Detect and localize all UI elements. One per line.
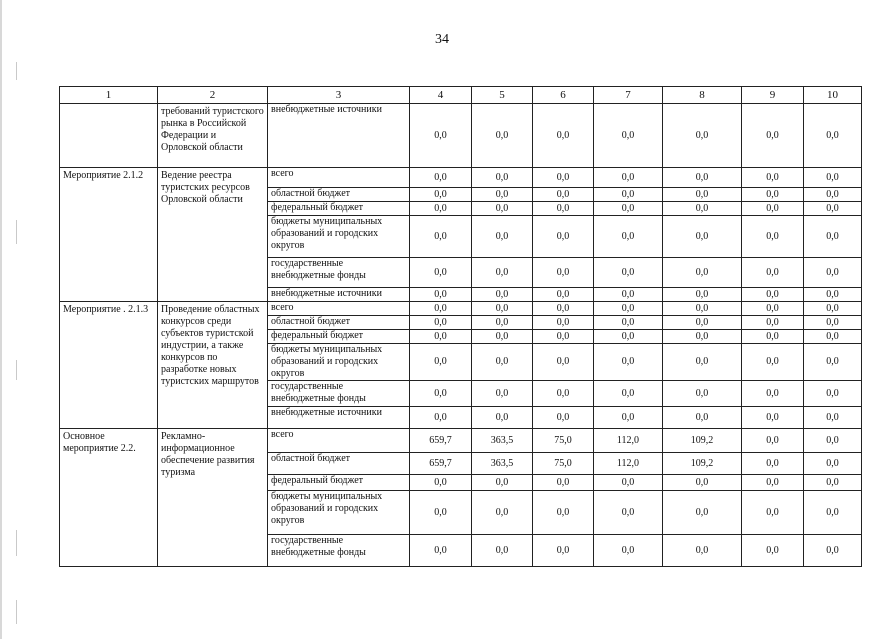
table-row	[60, 429, 862, 453]
amount-cell: 0,0	[594, 216, 663, 258]
scan-left-edge	[0, 0, 2, 639]
amount-cell: 75,0	[533, 429, 594, 453]
amount-cell: 0,0	[533, 344, 594, 381]
amount-cell: 0,0	[533, 188, 594, 202]
amount-cell: 0,0	[410, 168, 472, 188]
funding-source-cell: внебюджетные источники	[268, 407, 410, 429]
funding-source-cell: государственные внебюджетные фонды	[268, 381, 410, 407]
amount-cell: 0,0	[594, 407, 663, 429]
amount-cell: 0,0	[472, 407, 533, 429]
amount-cell: 109,2	[663, 429, 742, 453]
amount-cell: 0,0	[410, 344, 472, 381]
amount-cell: 0,0	[594, 288, 663, 302]
amount-cell: 0,0	[742, 453, 804, 475]
amount-cell: 0,0	[804, 453, 862, 475]
amount-cell: 0,0	[472, 202, 533, 216]
amount-cell: 0,0	[472, 381, 533, 407]
funding-source-cell: государственные внебюджетные фонды	[268, 258, 410, 288]
amount-cell: 0,0	[804, 381, 862, 407]
funding-source-cell: федеральный бюджет	[268, 202, 410, 216]
funding-source-cell: федеральный бюджет	[268, 475, 410, 491]
table-row	[60, 168, 862, 188]
amount-cell: 0,0	[804, 407, 862, 429]
amount-cell: 0,0	[594, 188, 663, 202]
amount-cell: 0,0	[533, 535, 594, 567]
funding-source-cell: бюджеты муниципальных образований и городских округов	[268, 344, 410, 381]
column-header: 4	[410, 87, 472, 104]
amount-cell: 0,0	[472, 168, 533, 188]
scan-margin-mark	[16, 62, 17, 80]
amount-cell: 0,0	[804, 104, 862, 168]
amount-cell: 0,0	[663, 104, 742, 168]
amount-cell: 0,0	[410, 288, 472, 302]
amount-cell: 0,0	[472, 216, 533, 258]
amount-cell: 0,0	[742, 302, 804, 316]
event-code-cell	[60, 104, 158, 168]
amount-cell: 112,0	[594, 429, 663, 453]
amount-cell: 0,0	[742, 104, 804, 168]
amount-cell: 0,0	[472, 475, 533, 491]
amount-cell: 0,0	[663, 258, 742, 288]
amount-cell: 0,0	[533, 258, 594, 288]
amount-cell: 0,0	[472, 330, 533, 344]
amount-cell: 363,5	[472, 429, 533, 453]
column-header: 1	[60, 87, 158, 104]
amount-cell: 0,0	[742, 216, 804, 258]
table-header-row	[60, 87, 862, 104]
event-name-cell: Ведение реестра туристских ресурсов Орловской области	[158, 168, 268, 302]
amount-cell: 0,0	[594, 316, 663, 330]
amount-cell: 0,0	[742, 258, 804, 288]
amount-cell: 0,0	[472, 104, 533, 168]
funding-source-cell: бюджеты муниципальных образований и городских округов	[268, 491, 410, 535]
amount-cell: 0,0	[742, 202, 804, 216]
amount-cell: 0,0	[533, 216, 594, 258]
amount-cell: 0,0	[410, 491, 472, 535]
amount-cell: 0,0	[410, 258, 472, 288]
amount-cell: 0,0	[410, 316, 472, 330]
amount-cell: 0,0	[663, 302, 742, 316]
amount-cell: 0,0	[742, 344, 804, 381]
scan-margin-mark	[16, 530, 17, 556]
amount-cell: 0,0	[663, 168, 742, 188]
amount-cell: 0,0	[533, 104, 594, 168]
amount-cell: 0,0	[410, 535, 472, 567]
column-header: 2	[158, 87, 268, 104]
amount-cell: 0,0	[533, 288, 594, 302]
table-body	[60, 104, 862, 567]
amount-cell: 0,0	[533, 381, 594, 407]
funding-source-cell: внебюджетные источники	[268, 104, 410, 168]
amount-cell: 0,0	[663, 381, 742, 407]
amount-cell: 0,0	[472, 302, 533, 316]
amount-cell: 0,0	[663, 535, 742, 567]
table-row	[60, 104, 862, 168]
amount-cell: 0,0	[804, 344, 862, 381]
amount-cell: 0,0	[742, 429, 804, 453]
funding-source-cell: бюджеты муниципальных образований и городских округов	[268, 216, 410, 258]
amount-cell: 0,0	[742, 535, 804, 567]
event-code-cell: Мероприятие 2.1.2	[60, 168, 158, 302]
amount-cell: 0,0	[410, 302, 472, 316]
amount-cell: 0,0	[410, 330, 472, 344]
funding-source-cell: областной бюджет	[268, 453, 410, 475]
amount-cell: 0,0	[472, 344, 533, 381]
amount-cell: 0,0	[804, 429, 862, 453]
amount-cell: 0,0	[533, 407, 594, 429]
amount-cell: 0,0	[410, 475, 472, 491]
amount-cell: 0,0	[472, 258, 533, 288]
column-header: 3	[268, 87, 410, 104]
amount-cell: 363,5	[472, 453, 533, 475]
amount-cell: 0,0	[410, 381, 472, 407]
funding-source-cell: всего	[268, 302, 410, 316]
amount-cell: 0,0	[594, 202, 663, 216]
amount-cell: 659,7	[410, 453, 472, 475]
amount-cell: 0,0	[742, 491, 804, 535]
funding-source-cell: областной бюджет	[268, 316, 410, 330]
budget-table	[59, 86, 862, 567]
amount-cell: 0,0	[663, 475, 742, 491]
amount-cell: 0,0	[594, 330, 663, 344]
amount-cell: 0,0	[663, 491, 742, 535]
amount-cell: 0,0	[804, 491, 862, 535]
event-name-cell: Проведение областных конкурсов среди субъектов туристской индустрии, а также конкурсов по разработке новых туристских маршрутов	[158, 302, 268, 429]
amount-cell: 0,0	[594, 168, 663, 188]
amount-cell: 0,0	[533, 202, 594, 216]
amount-cell: 0,0	[663, 344, 742, 381]
amount-cell: 0,0	[804, 475, 862, 491]
funding-source-cell: всего	[268, 429, 410, 453]
event-name-cell: Рекламно-информационное обеспечение развития туризма	[158, 429, 268, 567]
amount-cell: 0,0	[472, 491, 533, 535]
amount-cell: 0,0	[410, 202, 472, 216]
amount-cell: 0,0	[804, 316, 862, 330]
amount-cell: 0,0	[804, 535, 862, 567]
funding-source-cell: областной бюджет	[268, 188, 410, 202]
scan-margin-mark	[16, 220, 17, 244]
amount-cell: 0,0	[742, 475, 804, 491]
amount-cell: 0,0	[663, 330, 742, 344]
amount-cell: 0,0	[804, 202, 862, 216]
amount-cell: 0,0	[594, 258, 663, 288]
amount-cell: 0,0	[594, 535, 663, 567]
amount-cell: 0,0	[410, 407, 472, 429]
amount-cell: 0,0	[472, 535, 533, 567]
amount-cell: 0,0	[594, 491, 663, 535]
amount-cell: 112,0	[594, 453, 663, 475]
amount-cell: 0,0	[804, 302, 862, 316]
event-code-cell: Основное мероприятие 2.2.	[60, 429, 158, 567]
amount-cell: 0,0	[804, 216, 862, 258]
amount-cell: 0,0	[663, 216, 742, 258]
amount-cell: 0,0	[663, 316, 742, 330]
column-header: 6	[533, 87, 594, 104]
funding-source-cell: государственные внебюджетные фонды	[268, 535, 410, 567]
amount-cell: 0,0	[594, 475, 663, 491]
amount-cell: 0,0	[472, 188, 533, 202]
amount-cell: 0,0	[533, 330, 594, 344]
amount-cell: 0,0	[742, 288, 804, 302]
amount-cell: 0,0	[663, 288, 742, 302]
column-header: 9	[742, 87, 804, 104]
amount-cell: 0,0	[533, 475, 594, 491]
funding-source-cell: всего	[268, 168, 410, 188]
amount-cell: 0,0	[742, 407, 804, 429]
page-number: 34	[435, 32, 449, 47]
amount-cell: 0,0	[804, 188, 862, 202]
amount-cell: 0,0	[804, 168, 862, 188]
amount-cell: 0,0	[594, 104, 663, 168]
column-header: 7	[594, 87, 663, 104]
funding-source-cell: внебюджетные источники	[268, 288, 410, 302]
amount-cell: 0,0	[742, 330, 804, 344]
amount-cell: 0,0	[663, 202, 742, 216]
amount-cell: 0,0	[410, 104, 472, 168]
amount-cell: 0,0	[663, 188, 742, 202]
column-header: 10	[804, 87, 862, 104]
amount-cell: 75,0	[533, 453, 594, 475]
amount-cell: 0,0	[742, 168, 804, 188]
amount-cell: 0,0	[472, 316, 533, 330]
amount-cell: 0,0	[533, 302, 594, 316]
amount-cell: 659,7	[410, 429, 472, 453]
amount-cell: 0,0	[594, 344, 663, 381]
amount-cell: 0,0	[742, 381, 804, 407]
amount-cell: 0,0	[533, 168, 594, 188]
amount-cell: 0,0	[533, 491, 594, 535]
scan-margin-mark	[16, 360, 17, 380]
amount-cell: 0,0	[742, 188, 804, 202]
column-header: 5	[472, 87, 533, 104]
amount-cell: 0,0	[594, 381, 663, 407]
amount-cell: 0,0	[472, 288, 533, 302]
amount-cell: 0,0	[594, 302, 663, 316]
amount-cell: 0,0	[804, 288, 862, 302]
amount-cell: 0,0	[663, 407, 742, 429]
amount-cell: 0,0	[804, 330, 862, 344]
amount-cell: 0,0	[533, 316, 594, 330]
amount-cell: 0,0	[804, 258, 862, 288]
scan-margin-mark	[16, 600, 17, 624]
column-header: 8	[663, 87, 742, 104]
funding-source-cell: федеральный бюджет	[268, 330, 410, 344]
amount-cell: 0,0	[742, 316, 804, 330]
table-row	[60, 302, 862, 316]
event-code-cell: Мероприятие . 2.1.3	[60, 302, 158, 429]
amount-cell: 0,0	[410, 216, 472, 258]
amount-cell: 0,0	[410, 188, 472, 202]
event-name-cell: требований туристского рынка в Российской Федерации и Орловской области	[158, 104, 268, 168]
amount-cell: 109,2	[663, 453, 742, 475]
